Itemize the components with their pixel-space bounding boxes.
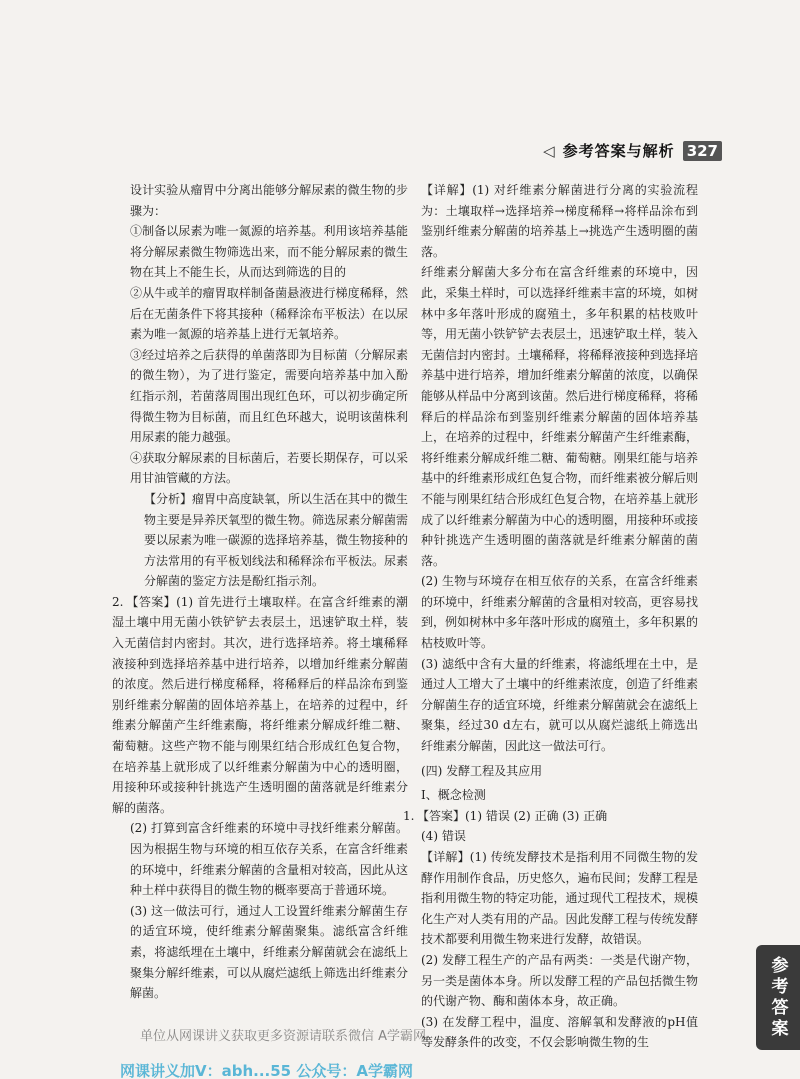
page-number: 327 [683,141,722,161]
paragraph: (2) 打算到富含纤维素的环境中寻找纤维素分解菌。因为根据生物与环境的相互依存关系，在富含纤维素的环境中，纤维素分解菌的含量相对较高，因此从这种土样中获得目的微生物的概率要高于普通环境。 [130,821,408,898]
answer-1-text: 【答案】(1) 错误 (2) 正确 (3) 正确 [417,808,608,823]
paragraph: 纤维素分解菌大多分布在富含纤维素的环境中，因此，采集土样时，可以选择纤维素丰富的环境，如树林中多年落叶形成的腐殖土，多年积累的枯枝败叶等，用无菌小铁铲铲去表层土，迅速铲取土样，装入无菌信封内密封。土壤稀释，将稀释液接种到选择培养基中进行培养，增加纤维素分解菌的浓度，以确保能够从样品中分离到该菌。然后进行梯度稀释，将稀释后的样品涂布到鉴别纤维素分解菌的固体培养基上，在培养的过程中，纤维素分解菌产生纤维素酶，将纤维素分解成纤维二糖、葡萄糖。刚果红能与培养基中的纤维素形成红色复合物，而纤维素被分解后则不能与刚果红结合形成红色复合物，在培养基上就形成了以纤维素分解菌为中心的透明圈，用接种环或接种针挑选产生透明圈的菌落就是纤维素分解菌的菌落。 [421,265,698,568]
answer-1-cont: (4) 错误 [421,829,466,844]
paragraph: (2) 生物与环境存在相互依存的关系，在富含纤维素的环境中，纤维素分解菌的含量相对较高，更容易找到，例如树林中多年落叶形成的腐殖土，多年积累的枯枝败叶等。 [421,574,698,651]
triangle-left-icon: ◁ [543,141,555,160]
header-title: 参考答案与解析 [562,142,675,160]
detail-paragraph: 【详解】(1) 对纤维素分解菌进行分离的实验流程为：土壤取样→选择培养→梯度稀释→将样品涂布到鉴别纤维素分解菌的培养基上→挑选产生透明圈的菌落。 [421,183,698,259]
paragraph: (3) 这一做法可行，通过人工设置纤维素分解菌生存的适宜环境，使纤维素分解菌聚集。滤纸富含纤维素，将滤纸埋在土壤中，纤维素分解菌就会在滤纸上聚集分解纤维素，可以从腐烂滤纸上筛选出纤维素分解菌。 [130,903,408,1001]
bottom-watermark-bar: 网课讲义加V：abh...55 公众号：A学霸网 [120,1062,413,1079]
paragraph: ①制备以尿素为唯一氮源的培养基。利用该培养基能将分解尿素微生物筛选出来，而不能分解尿素的微生物在其上不能生长，从而达到筛选的目的 [130,224,408,280]
answer-2 [112,592,408,819]
analysis-paragraph: 【分析】瘤胃中高度缺氧，所以生活在其中的微生物主要是异养厌氧型的微生物。筛选尿素分解菌需要以尿素为唯一碳源的选择培养基，微生物接种的方法常用的有平板划线法和稀释涂布平板法。尿素分解菌的鉴定方法是酚红指示剂。 [144,491,409,589]
paragraph: (3) 在发酵工程中，温度、溶解氧和发酵液的pH值等发酵条件的改变，不仅会影响微生物的生 [421,1014,698,1050]
left-column [112,180,409,1004]
answer-2-text: 【答案】(1) 首先进行土壤取样。在富含纤维素的潮湿土壤中用无菌小铁铲铲去表层土，迅速铲取土样，装入无菌信封内密封。其次，进行选择培养。将土壤稀释液接种到选择培养基中进行培养，以增加纤维素分解菌的浓度。然后进行梯度稀释，将稀释后的样品涂布到鉴别纤维素分解菌的固体培养基上，在培养的过程中，纤维素分解菌产生纤维素酶，将纤维素分解成纤维二糖、葡萄糖。这些产物不能与刚果红结合形成红色复合物，在培养基上就形成了以纤维素分解菌为中心的透明圈，用接种环或接种针挑选产生透明圈的菌落就是纤维素分解的菌落。 [112,594,408,815]
page-header [543,140,722,161]
paragraph: ③经过培养之后获得的单菌落即为目标菌（分解尿素的微生物），为了进行鉴定，需要向培养基中加入酚红指示剂，若菌落周围出现红色环，可以初步确定所得微生物为目标菌，而且红色环越大，说明该菌株利用尿素的能力越强。 [130,347,408,445]
paragraph: (3) 滤纸中含有大量的纤维素，将滤纸埋在土中，是通过人工增大了土壤中的纤维素浓度，创造了纤维素分解菌生存的适宜环境，纤维素分解菌就会在滤纸上聚集，经过30 d左右，就可以从腐烂滤纸上筛选出纤维素分解菌，因此这一做法可行。 [421,656,698,754]
paragraph: ②从牛或羊的瘤胃取样制备菌悬液进行梯度稀释，然后在无菌条件下将其接种（稀释涂布平板法）在以尿素为唯一氮源的培养基上进行无氧培养。 [130,285,408,342]
subsection-title: Ⅰ、概念检测 [421,788,486,803]
side-tab-answers: 参考答案 [756,945,800,1050]
detail-paragraph: 【详解】(1) 传统发酵技术是指利用不同微生物的发酵作用制作食品，历史悠久，遍布民间；发酵工程是指利用微生物的特定功能，通过现代工程技术，规模化生产对人类有用的产品。因此发酵工程与传统发酵技术都要利用微生物来进行发酵，故错误。 [421,850,698,947]
watermark-overlay-text: 单位从网课讲义获取更多资源请联系微信 A学霸网 [140,1029,427,1044]
section-title: (四) 发酵工程及其应用 [421,763,543,778]
answer-1 [403,806,698,827]
paragraph: (2) 发酵工程生产的产品有两类：一类是代谢产物，另一类是菌体本身。所以发酵工程的产品包括微生物的代谢产物、酶和菌体本身，故正确。 [421,952,698,1009]
question-number: 1. [403,808,415,823]
question-number: 2. [112,594,124,609]
right-column [403,180,698,1053]
paragraph: ④获取分解尿素的目标菌后，若要长期保存，可以采用甘油管藏的方法。 [130,450,408,486]
paragraph: 设计实验从瘤胃中分离出能够分解尿素的微生物的步骤为： [130,183,408,218]
